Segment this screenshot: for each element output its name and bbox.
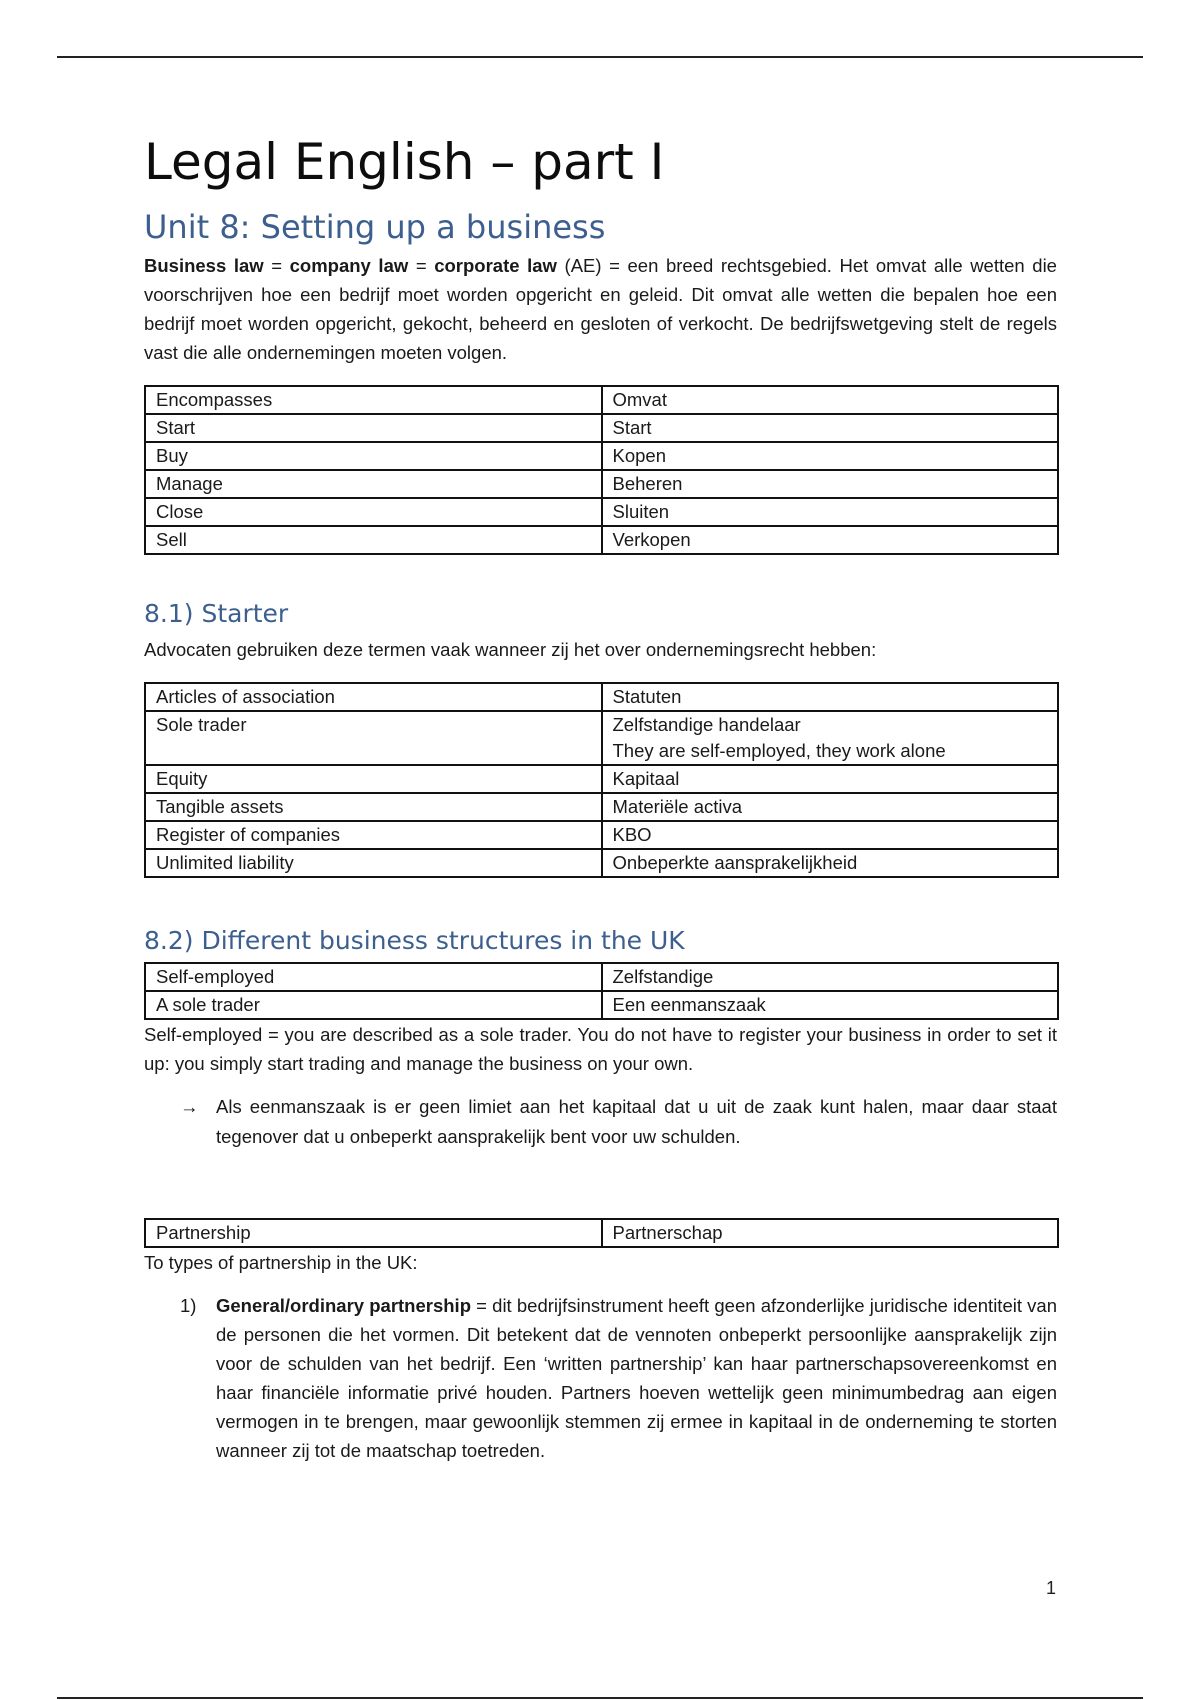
table-cell-en: Encompasses [145, 386, 602, 414]
equals-sign: = [408, 255, 435, 277]
unit-intro-paragraph [144, 251, 1057, 367]
table-cell-nl [602, 711, 1059, 765]
table-row [145, 991, 1058, 1019]
table-cell-nl: Onbeperkte aansprakelijkheid [602, 849, 1059, 877]
cell-note: They are self-employed, they work alone [612, 740, 946, 762]
spacer [144, 1152, 1057, 1218]
table-cell-en: Close [145, 498, 602, 526]
table-cell-nl: Sluiten [602, 498, 1059, 526]
table-cell-en: Unlimited liability [145, 849, 602, 877]
table-cell-en: Articles of association [145, 683, 602, 711]
term-corporate-law: corporate law [434, 255, 557, 277]
vocabulary-table-unit [144, 385, 1059, 555]
table-row [145, 711, 1058, 765]
table-row [145, 414, 1058, 442]
vocabulary-table-partnership [144, 1218, 1059, 1248]
section-heading-business-structures: 8.2) Different business structures in the UK [144, 926, 685, 956]
list-item-text [216, 1291, 1057, 1465]
table-row [145, 526, 1058, 554]
arrow-right-icon: → [180, 1096, 199, 1118]
table-cell-en: Equity [145, 765, 602, 793]
vocabulary-table-starter [144, 682, 1059, 878]
table-row [145, 470, 1058, 498]
table-cell-en: A sole trader [145, 991, 602, 1019]
equals-sign: = [263, 255, 290, 277]
table-row [145, 793, 1058, 821]
list-number: 1) [180, 1295, 197, 1317]
table-cell-nl: Kopen [602, 442, 1059, 470]
footer-rule [57, 1697, 1143, 1699]
spacer [144, 878, 1057, 926]
table-row [145, 821, 1058, 849]
term-company-law: company law [289, 255, 409, 277]
table-cell-nl: Zelfstandige [602, 963, 1059, 991]
table-cell-en: Partnership [145, 1219, 602, 1247]
table-cell-nl: Partnerschap [602, 1219, 1059, 1247]
table-row [145, 1219, 1058, 1247]
general-partnership-definition: = dit bedrijfsinstrument heeft geen afzonderlijke juridische identiteit van de personen die het vormen. Dit betekent dat de vennoten onbeperkt persoonlijke aansprakelijk zijn voor de schulden van het bedrijf. Een ‘written partnership’ kan haar partnerschapsovereenkomst en haar financiële informatie privé houden. Partners hoeven wettelijk geen minimumbedrag aan eigen vermogen in te brengen, maar gewoonlijk stemmen zij ermee in kapitaal in de onderneming te storten wanneer zij tot de maatschap toetreden. [216, 1295, 1057, 1462]
table-row [145, 442, 1058, 470]
section-heading-starter: 8.1) Starter [144, 599, 289, 629]
table-cell-nl: Start [602, 414, 1059, 442]
table-row [145, 963, 1058, 991]
table-cell-nl: Omvat [602, 386, 1059, 414]
document-title: Legal English – part I [144, 133, 665, 191]
term-general-partnership: General/ordinary partnership [216, 1295, 471, 1317]
partnership-types-intro: To types of partnership in the UK: [144, 1252, 418, 1274]
table-cell-nl: Materiële activa [602, 793, 1059, 821]
table-cell-en: Register of companies [145, 821, 602, 849]
table-row [145, 386, 1058, 414]
arrow-list-text: Als eenmanszaak is er geen limiet aan het kapitaal dat u uit de zaak kunt halen, maar daar staat tegenover dat u onbeperkt aansprakelijk bent voor uw schulden. [216, 1096, 1057, 1148]
section-intro-paragraph: Advocaten gebruiken deze termen vaak wanneer zij het over ondernemingsrecht hebben: [144, 639, 877, 661]
table-cell-nl: Verkopen [602, 526, 1059, 554]
table-cell-nl: Kapitaal [602, 765, 1059, 793]
document-body [144, 132, 1057, 1465]
table-row [145, 683, 1058, 711]
table-cell-nl: Statuten [602, 683, 1059, 711]
table-cell-en: Sole trader [145, 711, 602, 765]
intro-definition: (AE) = een breed rechtsgebied. Het omvat alle wetten die voorschrijven hoe een bedrijf moet worden opgericht en geleid. Dit omvat alle wetten die bepalen hoe een bedrijf moet worden opgericht, gekocht, beheerd en gesloten of verkocht. De bedrijfswetgeving stelt de regels vast die alle ondernemingen moeten volgen. [144, 255, 1057, 364]
term-business-law: Business law [144, 255, 264, 277]
spacer [144, 555, 1057, 599]
unit-heading: Unit 8: Setting up a business [144, 208, 606, 246]
table-cell-en: Self-employed [145, 963, 602, 991]
table-cell-en: Start [145, 414, 602, 442]
table-cell-nl: Een eenmanszaak [602, 991, 1059, 1019]
arrow-list-item [180, 1092, 1057, 1152]
cell-translation: Zelfstandige handelaar [612, 714, 801, 736]
table-cell-en: Manage [145, 470, 602, 498]
table-row [145, 498, 1058, 526]
table-cell-en: Sell [145, 526, 602, 554]
table-cell-nl: KBO [602, 821, 1059, 849]
table-row [145, 849, 1058, 877]
page-number: 1 [1046, 1578, 1057, 1598]
vocabulary-table-structures [144, 962, 1059, 1020]
table-cell-en: Buy [145, 442, 602, 470]
numbered-list-item [180, 1291, 1057, 1465]
self-employed-paragraph: Self-employed = you are described as a sole trader. You do not have to register your business in order to set it up: you simply start trading and manage the business on your own. [144, 1024, 1057, 1075]
table-cell-en: Tangible assets [145, 793, 602, 821]
table-cell-nl: Beheren [602, 470, 1059, 498]
table-row [145, 765, 1058, 793]
header-rule [57, 56, 1143, 58]
